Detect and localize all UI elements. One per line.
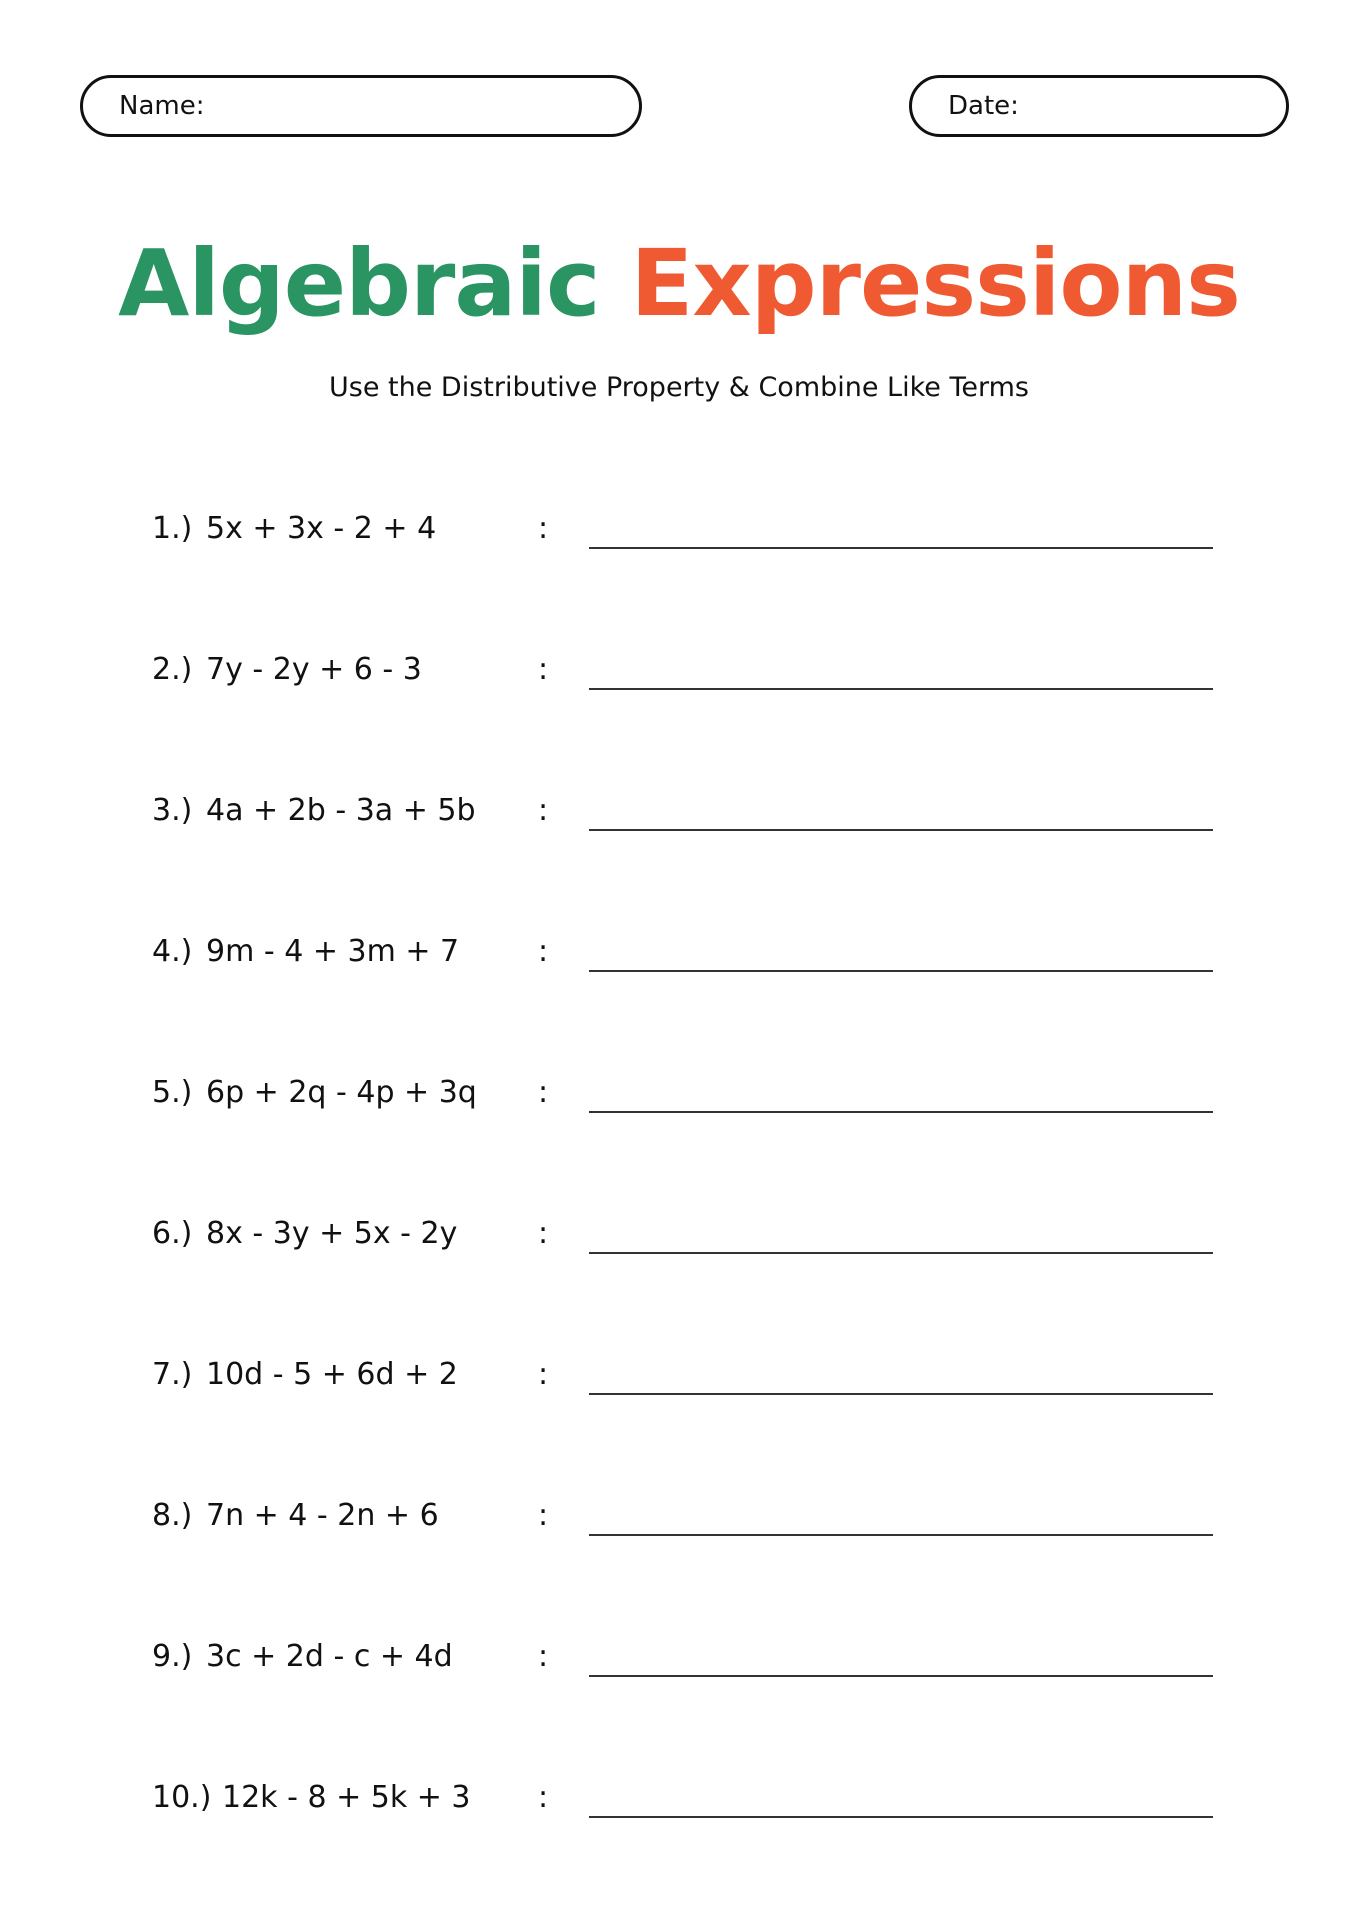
problem-item: [0, 1357, 1358, 1417]
problem-separator: :: [538, 1498, 549, 1533]
problem-item: [0, 1075, 1358, 1135]
worksheet-title: [0, 230, 1358, 337]
problem-item: [0, 934, 1358, 994]
problem-separator: :: [538, 1639, 549, 1674]
problem-number: 7.): [152, 1357, 193, 1392]
answer-line[interactable]: [589, 1534, 1213, 1536]
problem-expression: 10d - 5 + 6d + 2: [206, 1357, 458, 1392]
problem-expression: 8x - 3y + 5x - 2y: [206, 1216, 458, 1251]
problem-expression: 9m - 4 + 3m + 7: [206, 934, 460, 969]
problem-expression: 3c + 2d - c + 4d: [206, 1639, 453, 1674]
problem-item: [0, 511, 1358, 571]
problem-number: 6.): [152, 1216, 193, 1251]
problem-expression: 4a + 2b - 3a + 5b: [206, 793, 476, 828]
problem-separator: :: [538, 652, 549, 687]
answer-line[interactable]: [589, 547, 1213, 549]
problem-separator: :: [538, 1216, 549, 1251]
answer-line[interactable]: [589, 1393, 1213, 1395]
date-label: Date:: [948, 91, 1019, 121]
answer-line[interactable]: [589, 970, 1213, 972]
name-label: Name:: [119, 91, 205, 121]
worksheet-subtitle: Use the Distributive Property & Combine Like Terms: [329, 372, 1029, 403]
problem-item: [0, 1216, 1358, 1276]
answer-line[interactable]: [589, 1816, 1213, 1818]
title-part-1: Algebraic: [118, 230, 600, 337]
problem-number: 2.): [152, 652, 193, 687]
problem-item: [0, 793, 1358, 853]
problem-expression: 5x + 3x - 2 + 4: [206, 511, 437, 546]
title-part-2: Expressions: [630, 230, 1240, 337]
problem-separator: :: [538, 934, 549, 969]
name-field[interactable]: [80, 75, 642, 137]
problem-expression: 12k - 8 + 5k + 3: [222, 1780, 471, 1815]
problem-item: [0, 1780, 1358, 1840]
problem-separator: :: [538, 793, 549, 828]
answer-line[interactable]: [589, 688, 1213, 690]
problem-separator: :: [538, 511, 549, 546]
problem-item: [0, 1498, 1358, 1558]
answer-line[interactable]: [589, 1111, 1213, 1113]
answer-line[interactable]: [589, 1252, 1213, 1254]
problem-number: 10.): [152, 1780, 212, 1815]
problem-separator: :: [538, 1357, 549, 1392]
problem-separator: :: [538, 1780, 549, 1815]
answer-line[interactable]: [589, 829, 1213, 831]
problem-number: 9.): [152, 1639, 193, 1674]
problem-number: 1.): [152, 511, 193, 546]
problem-number: 4.): [152, 934, 193, 969]
problem-number: 3.): [152, 793, 193, 828]
answer-line[interactable]: [589, 1675, 1213, 1677]
problem-expression: 7n + 4 - 2n + 6: [206, 1498, 439, 1533]
problem-number: 8.): [152, 1498, 193, 1533]
problem-expression: 6p + 2q - 4p + 3q: [206, 1075, 477, 1110]
problem-number: 5.): [152, 1075, 193, 1110]
problem-item: [0, 652, 1358, 712]
problem-item: [0, 1639, 1358, 1699]
problem-separator: :: [538, 1075, 549, 1110]
problem-expression: 7y - 2y + 6 - 3: [206, 652, 422, 687]
date-field[interactable]: [909, 75, 1289, 137]
